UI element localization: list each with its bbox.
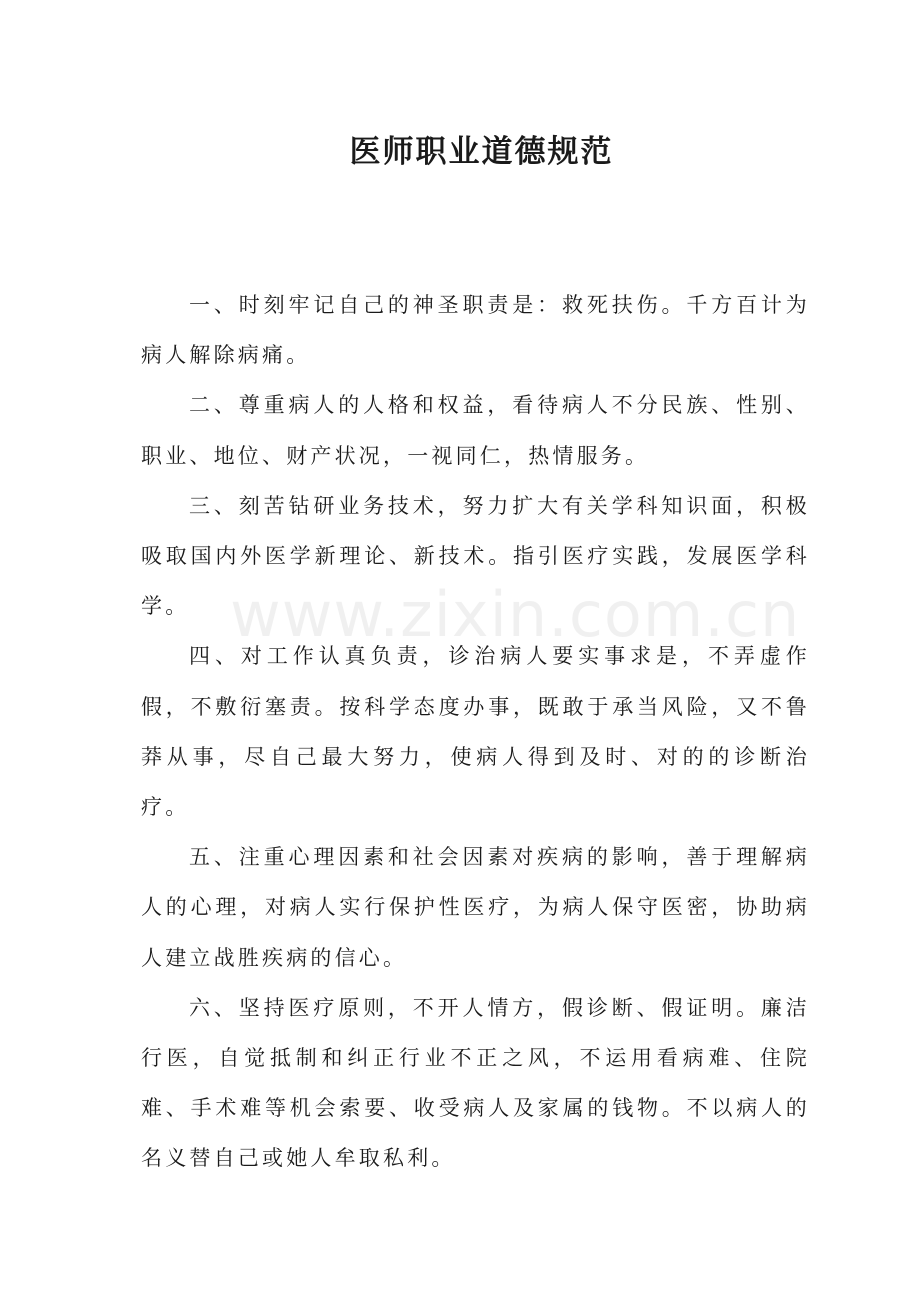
paragraph-1: 一、时刻牢记自己的神圣职责是：救死扶伤。千方百计为病人解除病痛。 [141,293,810,368]
document-title: 医师职业道德规范 [349,134,614,170]
paragraph-2: 二、尊重病人的人格和权益，看待病人不分民族、性别、职业、地位、财产状况，一视同仁，热情服务。 [141,393,810,468]
paragraph-6: 六、坚持医疗原则，不开人情方，假诊断、假证明。廉洁行医，自觉抵制和纠正行业不正之风，不运用看病难、住院难、手术难等机会索要、收受病人及家属的钱物。不以病人的名义替自己或她人牟取私利。 [141,995,810,1171]
paragraph-4: 四、对工作认真负责，诊治病人要实事求是，不弄虚作假，不敷衍塞责。按科学态度办事，既敢于承当风险，又不鲁莽从事，尽自己最大努力，使病人得到及时、对的的诊断治疗。 [141,644,810,820]
watermark: www.zixin.com.cn [230,578,801,651]
paragraph-3: 三、刻苦钻研业务技术，努力扩大有关学科知识面，积极吸取国内外医学新理论、新技术。指引医疗实践，发展医学科学。 [141,493,810,619]
paragraph-5: 五、注重心理因素和社会因素对疾病的影响，善于理解病人的心理，对病人实行保护性医疗，为病人保守医密，协助病人建立战胜疾病的信心。 [141,845,810,970]
document-body [141,280,810,1184]
